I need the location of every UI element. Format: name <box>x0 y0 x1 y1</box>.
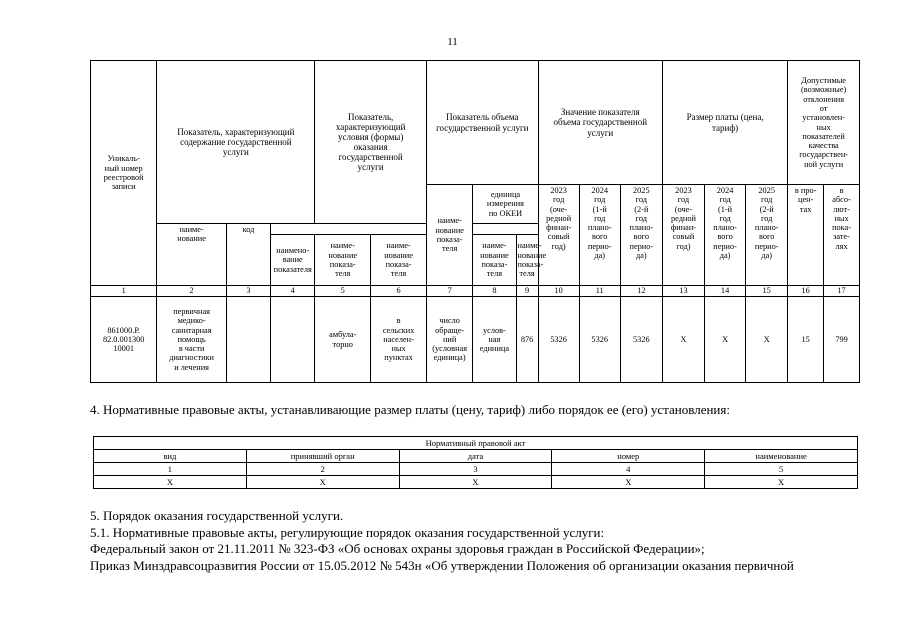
column-number: 1 <box>91 286 157 297</box>
column-header: наименование <box>705 450 858 463</box>
column-header: принявший орган <box>246 450 399 463</box>
header-conditions-indicator: Показатель, характеризующий условия (формы) оказания государственной услуги <box>315 61 427 224</box>
column-number: 11 <box>579 286 620 297</box>
cell-volume-2025: 5326 <box>620 297 662 383</box>
column-number: 15 <box>746 286 788 297</box>
normative-act-columns <box>94 450 858 463</box>
cell-volume-2023: 5326 <box>538 297 579 383</box>
column-number: 14 <box>705 286 746 297</box>
column-number: 1 <box>94 463 247 476</box>
section-4-title: 4. Нормативные правовые акты, устанавливающие размер платы (цену, тариф) либо порядок ее (его) установления: <box>90 402 730 417</box>
header-2025-fee: 2025 год (2-й год плано- вого перио- да) <box>746 185 788 286</box>
column-header: номер <box>552 450 705 463</box>
header-unit-name: наиме- нование <box>157 224 227 286</box>
header-unique-number: Уникаль- ный номер реестровой записи <box>91 61 157 286</box>
header-2024-volume: 2024 год (1-й год плано- вого перио- да) <box>579 185 620 286</box>
header-2024-fee: 2024 год (1-й год плано- вого перио- да) <box>705 185 746 286</box>
column-number: 16 <box>788 286 824 297</box>
cell-condition-1: амбула- торно <box>315 297 371 383</box>
normative-act-header: Нормативный правовой акт <box>94 437 858 450</box>
header-content-name-2: наиме- нование показа- теля <box>315 235 371 286</box>
column-number: 3 <box>399 463 552 476</box>
header-unit-okei: единица измерения по ОКЕИ <box>473 185 538 224</box>
section-5-1-title: 5.1. Нормативные правовые акты, регулирующие порядок оказания государственной услуги: <box>90 524 605 540</box>
column-number: 4 <box>271 286 315 297</box>
column-number: 6 <box>371 286 427 297</box>
column-number: 4 <box>552 463 705 476</box>
header-2023-volume: 2023 год (оче- редной финан- совый год) <box>538 185 579 286</box>
state-service-volume-table <box>90 60 860 383</box>
header-absolute: в абсо- лют- ных пока- зате- лях <box>824 185 860 286</box>
cell-content-3 <box>271 297 315 383</box>
column-number: 9 <box>516 286 538 297</box>
cell-fee-2025: X <box>746 297 788 383</box>
cell-unit-name: услов- ная единица <box>473 297 516 383</box>
page-number: 11 <box>447 36 458 48</box>
column-header: дата <box>399 450 552 463</box>
column-number: 2 <box>157 286 227 297</box>
header-volume-name: наиме- нование показа- теля <box>426 185 472 286</box>
table-row <box>91 297 860 383</box>
header-content-indicator: Показатель, характеризующий содержание государственной услуги <box>157 61 315 224</box>
column-number: 10 <box>538 286 579 297</box>
header-content-name-1: наимено- вание показателя <box>271 235 315 286</box>
column-number: 8 <box>473 286 516 297</box>
cell-deviation-absolute: 799 <box>824 297 860 383</box>
cell-volume-2024: 5326 <box>579 297 620 383</box>
column-number: 2 <box>246 463 399 476</box>
cell-fee-2024: X <box>705 297 746 383</box>
column-number: 5 <box>705 463 858 476</box>
header-content-name-3: наиме- нование показа- теля <box>371 235 427 286</box>
column-number: 3 <box>226 286 270 297</box>
normative-acts-table <box>93 436 858 489</box>
cell-deviation-percent: 15 <box>788 297 824 383</box>
legal-act-line: Федеральный закон от 21.11.2011 № 323-ФЗ «Об основах охраны здоровья граждан в Российской Федерации»; <box>90 541 705 556</box>
cell-fee-2023: X <box>662 297 704 383</box>
column-number: 7 <box>426 286 472 297</box>
table-cell: X <box>246 476 399 489</box>
header-unit-code: код <box>226 224 270 286</box>
column-number: 5 <box>315 286 371 297</box>
table-cell: X <box>94 476 247 489</box>
header-2025-volume: 2025 год (2-й год плано- вого перио- да) <box>620 185 662 286</box>
header-condition-name-1: наиме- нование показа- теля <box>473 235 516 286</box>
table-cell: X <box>552 476 705 489</box>
normative-act-numbers <box>94 463 858 476</box>
cell-content-1: первичная медико- санитарная помощь в части диагностики и лечения <box>157 297 227 383</box>
header-deviation: Допустимые (возможные) отклонения от установлен- ных показателей качества государствен- ной услуги <box>788 61 860 185</box>
section-5-title: 5. Порядок оказания государственной услуги. <box>90 508 344 523</box>
column-number-row <box>91 286 860 297</box>
table-row <box>94 476 858 489</box>
header-volume-value: Значение показателя объема государственной услуги <box>538 61 662 185</box>
header-2023-fee: 2023 год (оче- редной финан- совый год) <box>662 185 704 286</box>
header-condition-name-2: наиме- нование показа- теля <box>516 235 538 286</box>
column-number: 13 <box>662 286 704 297</box>
column-number: 17 <box>824 286 860 297</box>
legal-act-line: Приказ Минздравсоцразвития России от 15.05.2012 № 543н «Об утверждении Положения об организации оказания первичной <box>90 557 794 573</box>
header-percent: в про- цен- тах <box>788 185 824 286</box>
cell-content-2 <box>226 297 270 383</box>
table-cell: X <box>705 476 858 489</box>
cell-volume-name: число обраще- ний (условная единица) <box>426 297 472 383</box>
table-cell: X <box>399 476 552 489</box>
header-volume-indicator: Показатель объема государственной услуги <box>426 61 538 185</box>
column-header: вид <box>94 450 247 463</box>
cell-registry-code: 861000.Р. 82.0.001300 10001 <box>91 297 157 383</box>
header-fee: Размер платы (цена, тариф) <box>662 61 787 185</box>
cell-condition-2: в сельских населен- ных пунктах <box>371 297 427 383</box>
column-number: 12 <box>620 286 662 297</box>
cell-unit-code: 876 <box>516 297 538 383</box>
section-5 <box>90 508 794 574</box>
